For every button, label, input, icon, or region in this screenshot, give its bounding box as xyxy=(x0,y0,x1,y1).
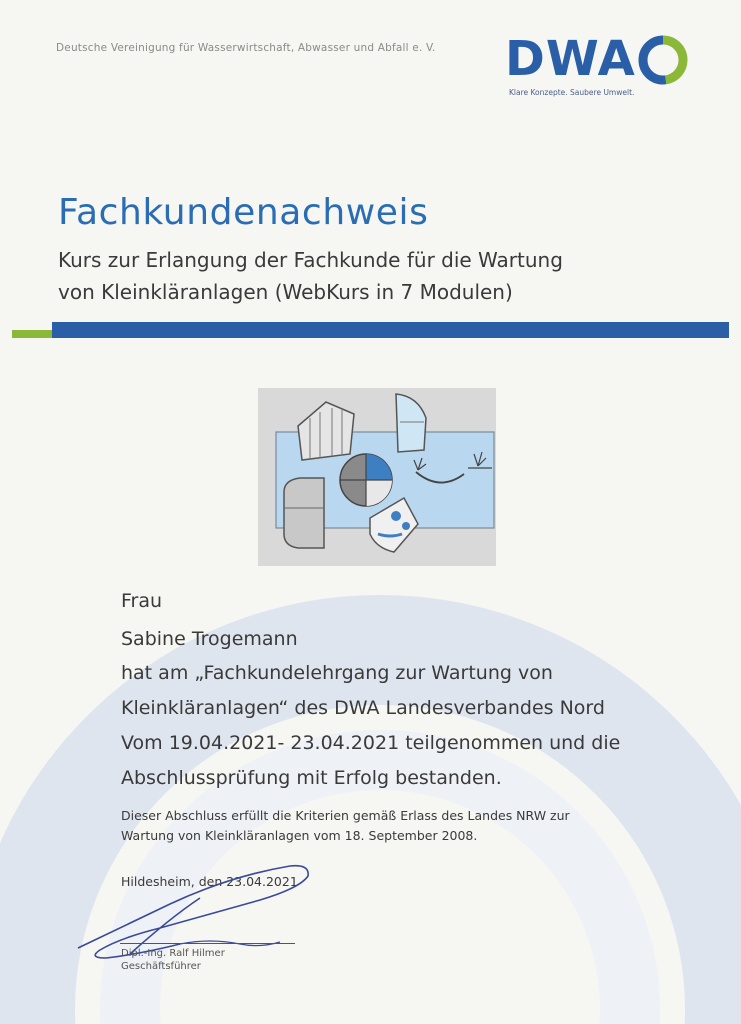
blue-rule xyxy=(52,322,729,338)
subtitle-line: Kurs zur Erlangung der Fachkunde für die Wartung xyxy=(58,248,563,272)
body-line: Vom 19.04.2021- 23.04.2021 teilgenommen und die xyxy=(121,732,621,754)
treatment-plant-illustration xyxy=(258,388,496,566)
place-date: Hildesheim, den 23.04.2021 xyxy=(121,874,298,889)
logo-ring-icon xyxy=(637,34,689,86)
body-line: Kleinkläranlagen“ des DWA Landesverbandes Nord xyxy=(121,697,605,719)
criteria-line: Dieser Abschluss erfüllt die Kriterien gemäß Erlass des Landes NRW zur xyxy=(121,808,570,823)
criteria-note xyxy=(121,806,570,846)
logo-tagline: Klare Konzepte. Saubere Umwelt. xyxy=(509,88,635,97)
certificate-body xyxy=(121,656,620,796)
subtitle-line: von Kleinkläranlagen (WebKurs in 7 Modulen) xyxy=(58,280,513,304)
body-line: Abschlussprüfung mit Erfolg bestanden. xyxy=(121,767,502,789)
signature-line xyxy=(120,943,295,944)
body-line: hat am „Fachkundelehrgang zur Wartung von xyxy=(121,662,553,684)
recipient-salutation: Frau xyxy=(121,590,163,612)
criteria-line: Wartung von Kleinkläranlagen vom 18. September 2008. xyxy=(121,828,478,843)
green-rule xyxy=(12,330,52,338)
organization-name: Deutsche Vereinigung für Wasserwirtschaft, Abwasser und Abfall e. V. xyxy=(56,42,436,54)
signer-role: Geschäftsführer xyxy=(121,961,201,972)
logo-text: DWA xyxy=(505,31,636,87)
certificate-subtitle xyxy=(58,244,563,308)
signer-name: Dipl.-Ing. Ralf Hilmer xyxy=(121,948,225,959)
recipient-name: Sabine Trogemann xyxy=(121,628,298,650)
certificate-title: Fachkundenachweis xyxy=(58,192,429,233)
dwa-logo xyxy=(505,28,695,108)
